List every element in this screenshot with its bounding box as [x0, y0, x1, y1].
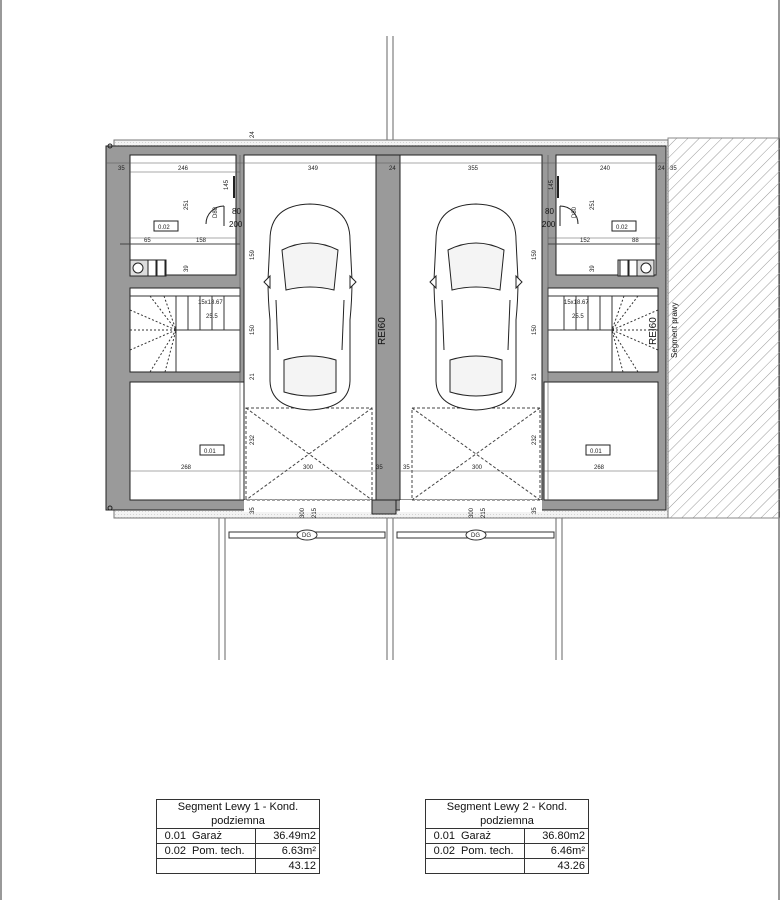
total-area: 43.12 — [256, 859, 320, 874]
room-tag-right-garage: 0.01 — [590, 449, 602, 455]
dim-top-4: 355 — [468, 166, 479, 172]
dim-v-35-right: 35 — [532, 507, 538, 514]
dim-top-6: 24 — [658, 166, 665, 172]
room-tag-right-tech: 0.02 — [616, 225, 628, 231]
dim-v-21-right: 21 — [532, 373, 538, 380]
garage-door-lines — [229, 530, 554, 540]
door-label-dg-right: DG — [471, 533, 480, 539]
dim-top-1: 246 — [178, 166, 189, 172]
dim-v-150-right: 150 — [532, 324, 538, 335]
car-right — [430, 204, 522, 410]
dim-v-21-left: 21 — [250, 373, 256, 380]
dim-door-h-right: 200 — [542, 220, 556, 229]
room-number: 0.02 — [157, 844, 190, 859]
dim-v-251-right: 251 — [590, 199, 596, 210]
dim-v-39-right: 39 — [590, 265, 596, 272]
dim-tech-right-b: 88 — [632, 238, 639, 244]
room-name: Pom. tech. — [189, 844, 256, 859]
door-label-dg-left: DG — [302, 533, 311, 539]
dim-v-159-right: 159 — [532, 249, 538, 260]
dim-v-39-left: 39 — [184, 265, 190, 272]
wall-label-stair-right: REI60 — [648, 317, 659, 345]
table-title: Segment Lewy 2 - Kond. podziemna — [426, 800, 589, 829]
dim-v-145-right: 145 — [549, 179, 555, 190]
dim-gate-w-right: 300 — [469, 507, 475, 518]
dim-v-35-left: 35 — [250, 507, 256, 514]
room-area: 36.80m2 — [525, 829, 589, 844]
room-number: 0.01 — [157, 829, 190, 844]
dim-door-h-left: 200 — [229, 220, 243, 229]
table-total-row — [157, 859, 320, 874]
dim-tech-right-a: 152 — [580, 238, 591, 244]
room-tag-left-tech: 0.02 — [158, 225, 170, 231]
dim-garage-left-w: 300 — [303, 465, 314, 471]
segment-right-hatch — [668, 138, 780, 518]
room-area: 6.63m² — [256, 844, 320, 859]
dim-top-5: 240 — [600, 166, 611, 172]
table-row — [426, 829, 589, 844]
area-table-left — [156, 799, 320, 874]
dim-v-251-left: 251 — [184, 199, 190, 210]
room-name: Garaż — [458, 829, 525, 844]
stairs-right-tread: 25.5 — [572, 314, 584, 320]
total-spacer — [426, 859, 525, 874]
dim-v-24-top: 24 — [250, 131, 256, 138]
dim-room-left-w: 268 — [181, 465, 192, 471]
table-title: Segment Lewy 1 - Kond. podziemna — [157, 800, 320, 829]
dim-tech-left-a: 65 — [144, 238, 151, 244]
door-label-d80-right: D80 — [572, 206, 578, 218]
dim-top-3: 24 — [389, 166, 396, 172]
dim-v-150-left: 150 — [250, 324, 256, 335]
dim-v-145-left: 145 — [224, 179, 230, 190]
car-left — [264, 204, 356, 410]
room-area: 6.46m² — [525, 844, 589, 859]
dim-door-w-right: 80 — [545, 207, 554, 216]
segment-right-label: Segment prawy — [670, 302, 679, 358]
dim-v-232-left: 232 — [250, 434, 256, 445]
room-area: 36.49m2 — [256, 829, 320, 844]
door-label-d80-left: D80 — [213, 206, 219, 218]
room-number: 0.01 — [426, 829, 459, 844]
dim-top-0: 35 — [118, 166, 125, 172]
dim-v-159-left: 159 — [250, 249, 256, 260]
dim-tech-left-b: 158 — [196, 238, 207, 244]
dim-top-7: 35 — [670, 166, 677, 172]
dim-top-2: 349 — [308, 166, 319, 172]
table-row — [157, 829, 320, 844]
dim-v-232-right: 232 — [532, 434, 538, 445]
dim-gate-h-right: 215 — [481, 507, 487, 518]
stairs-right-label: 15x18.67 — [564, 300, 589, 306]
stairs-left-label: 15x18.67 — [198, 300, 223, 306]
dim-garage-right-w: 300 — [472, 465, 483, 471]
total-area: 43.26 — [525, 859, 589, 874]
room-number: 0.02 — [426, 844, 459, 859]
stairs-left-tread: 25.5 — [206, 314, 218, 320]
dim-room-right-w: 268 — [594, 465, 605, 471]
dim-gate-w-left: 300 — [300, 507, 306, 518]
dim-pier-left: 35 — [376, 465, 383, 471]
dim-gate-h-left: 215 — [312, 507, 318, 518]
total-spacer — [157, 859, 256, 874]
table-row — [157, 844, 320, 859]
dim-door-w-left: 80 — [232, 207, 241, 216]
dim-pier-right: 35 — [403, 465, 410, 471]
table-total-row — [426, 859, 589, 874]
room-tag-left-garage: 0.01 — [204, 449, 216, 455]
room-name: Pom. tech. — [458, 844, 525, 859]
room-name: Garaż — [189, 829, 256, 844]
table-row — [426, 844, 589, 859]
wall-label-firewall: REI60 — [377, 317, 388, 345]
area-table-right — [425, 799, 589, 874]
